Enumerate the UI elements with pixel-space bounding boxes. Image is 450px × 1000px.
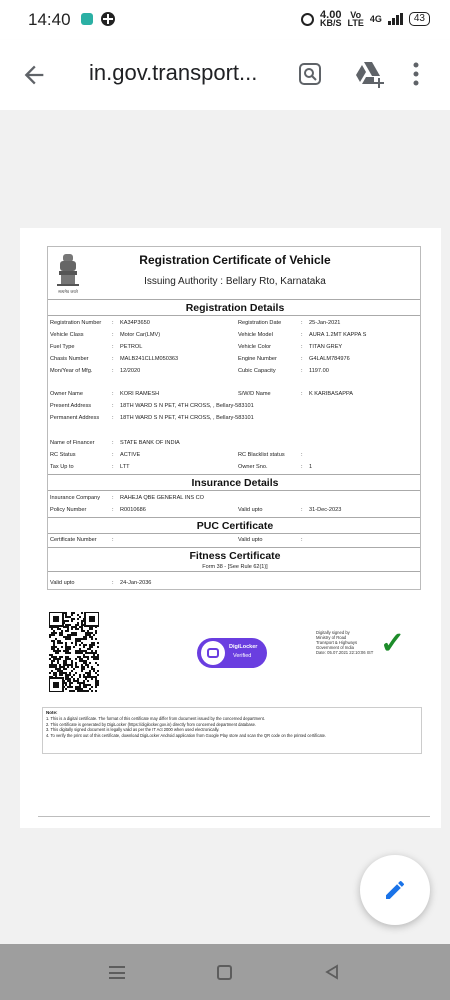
reg-value: MALB241CLLM050363 (120, 356, 179, 362)
rc-blacklist-label: RC Blacklist status (238, 452, 285, 458)
puc-valid-label: Valid upto (238, 537, 263, 543)
network-type: 4G (369, 14, 382, 24)
more-options-icon[interactable] (413, 62, 419, 86)
recent-apps-icon[interactable] (109, 966, 125, 979)
insurance-valid-label: Valid upto (238, 507, 263, 513)
section-divider (48, 571, 420, 572)
reg-label: Chasis Number (50, 356, 89, 362)
qr-code (49, 612, 99, 692)
certificate-page (20, 228, 441, 828)
financer-label: Name of Financer (50, 440, 95, 446)
signature-text: Digitally signed by Ministry of Road Transport & Highways Government of India Date: 05.07.2021 22:10:06 IST (316, 630, 374, 655)
fitness-subheading: Form 38 - [See Rule 62(1)] (202, 564, 268, 570)
section-divider (48, 315, 420, 316)
add-to-drive-icon[interactable] (355, 60, 385, 88)
insurance-company-label: Insurance Company (50, 495, 101, 501)
status-time: 14:40 (28, 10, 71, 29)
status-bar (0, 0, 450, 40)
fitness-heading: Fitness Certificate (189, 550, 281, 562)
settings-notification-icon (101, 12, 115, 26)
digilocker-icon (201, 641, 225, 665)
section-divider (48, 490, 420, 491)
verified-label: Verified (233, 653, 252, 659)
pencil-icon (383, 878, 407, 902)
permanent-address-label: Permanent Address (50, 415, 100, 421)
notes-box (42, 707, 422, 754)
alarm-icon (301, 13, 314, 26)
puc-cert-label: Certificate Number (50, 537, 97, 543)
digilocker-verified-badge (197, 638, 267, 668)
system-back-icon[interactable] (324, 964, 340, 980)
reg-value: 1197.00 (309, 368, 329, 374)
reg-label: Fuel Type (50, 344, 75, 350)
swd-label: S/W/D Name (238, 391, 271, 397)
note-item: 1. This is a digital certificate. The format of this certificate may differ from document issued by the concerned department. (46, 716, 265, 721)
issuing-authority: Issuing Authority : Bellary Rto, Karnataka (144, 276, 326, 287)
reg-value: AURA 1.2MT KAPPA S (309, 332, 367, 338)
owner-value: KORI RAMESH (120, 391, 160, 397)
verified-checkmark-icon: ✓ (380, 627, 406, 660)
certificate-title: Registration Certificate of Vehicle (139, 253, 331, 267)
section-divider (48, 517, 420, 518)
puc-heading: PUC Certificate (196, 520, 274, 532)
notes-title: Note: (46, 710, 58, 715)
section-divider (48, 533, 420, 534)
reg-value: Motor Car(LMV) (120, 332, 161, 338)
section-divider (48, 547, 420, 548)
page-divider (38, 816, 430, 817)
reg-label: Registration Date (238, 320, 282, 326)
reg-label: Vehicle Color (238, 344, 271, 350)
browser-toolbar (0, 40, 450, 110)
signal-icon (388, 13, 403, 25)
present-address-value: 18TH WARD S N PET, 4TH CROSS, , Bellary-583101 (120, 403, 254, 409)
note-item: 4. To verify the print out of this certificate, download DigiLocker Android application from Google Play store and scan the QR code on the printed certificate. (46, 732, 327, 738)
fitness-valid-label: Valid upto (50, 580, 75, 586)
network-speed: 4.00 KB/S (320, 9, 342, 28)
reg-value: TITAN GREY (309, 344, 343, 350)
reg-label: Mon/Year of Mfg. (50, 368, 93, 374)
insurance-heading: Insurance Details (191, 477, 279, 489)
owner-label: Owner Name (50, 391, 83, 397)
app-notification-icon (81, 13, 93, 25)
policy-label: Policy Number (50, 507, 87, 513)
tax-label: Tax Up to (50, 464, 74, 470)
status-indicators (301, 11, 430, 27)
section-divider (48, 299, 420, 300)
insurance-company-value: RAHEJA QBE GENERAL INS CO (120, 495, 205, 501)
insurance-valid-value: 31-Dec-2023 (309, 507, 342, 513)
financer-value: STATE BANK OF INDIA (120, 440, 180, 446)
swd-value: K KARIBASAPPA (309, 391, 354, 397)
reg-label: Engine Number (238, 356, 277, 362)
volte-indicator: Vo LTE (347, 10, 364, 28)
owner-sno-label: Owner Sno. (238, 464, 268, 470)
document-viewer[interactable] (0, 110, 450, 944)
emblem-caption: सत्यमेव जयते (58, 289, 78, 294)
reg-value: 12/2020 (120, 368, 141, 374)
reg-value: KA34P3650 (120, 320, 150, 326)
reg-value: 25-Jan-2021 (309, 320, 341, 326)
permanent-address-value: 18TH WARD S N PET, 4TH CROSS, , Bellary-583101 (120, 415, 254, 421)
tax-value: LTT (120, 464, 130, 470)
fitness-valid-value: 24-Jan-2036 (120, 580, 152, 586)
reg-value: PETROL (120, 344, 143, 350)
certificate-frame: सत्यमेव जयते Registration Certificate of Vehicle Issuing Authority : Bellary Rto, Karnataka Registration Details Registration Number : KA34P3650 Registration Date : 25-Jan-2021 Vehicle Class : Motor Car(LMV) Vehicle Model : AURA 1.2MT KAPPA S Fuel Type : PETROL Vehicle Color : TITAN GREY Chasis Number : MALB241CLLM050363 Engine Number : G4LALM784976 Mon/Year of Mfg. : 12/2020 Cubic Capacity : 1197.00 Owner Name : KORI RAMESH S/W/D Name : K KARIBASAPPA Present Address : 18TH WARD S N PET, 4TH CROSS, , Bellary-583101 Permanent Address : 18TH WARD S N PET, 4TH CROSS, , Bellary-583101 Name of Financer : STATE BANK OF INDIA RC Status : ACTIVE RC Blacklist status : Tax Up to : LTT Owner Sno. : 1 Insurance Details Insurance Company : RAHEJA QBE GENERAL INS CO Policy Number : R0010686 Valid upto : 31-Dec-2023 PUC Certificate Certificate Number : Valid upto : Fitness Certificate Form 38 - [See Rule 62(1)] Valid upto : 24-Jan-2036 (47, 246, 421, 590)
reg-label: Registration Number (50, 320, 102, 326)
reg-label: Cubic Capacity (238, 368, 276, 374)
rc-status-value: ACTIVE (120, 452, 141, 458)
url-text[interactable]: in.gov.transport... (89, 60, 258, 85)
reg-value: G4LALM784976 (309, 356, 350, 362)
note-item: 2. This certificate is generated by DigiLocker (https://digilocker.gov.in) directly from concerned department database. (46, 721, 257, 727)
digilocker-label: DigiLocker (229, 644, 258, 650)
reg-label: Vehicle Model (238, 332, 273, 338)
lens-search-icon[interactable] (298, 62, 322, 86)
rc-status-label: RC Status (50, 452, 76, 458)
owner-sno-value: 1 (309, 464, 313, 470)
note-item: 3. This digitally signed document is legally valid as per the IT Act 2000 when used electronically. (46, 727, 220, 733)
system-navigation-bar (0, 944, 450, 1000)
battery-icon: 43 (409, 12, 430, 26)
edit-button[interactable] (360, 855, 430, 925)
present-address-label: Present Address (50, 403, 92, 409)
section-divider (48, 474, 420, 475)
reg-label: Vehicle Class (50, 332, 84, 338)
policy-value: R0010686 (120, 507, 146, 513)
digital-signature (316, 627, 406, 680)
registration-details-heading: Registration Details (185, 302, 285, 314)
home-icon[interactable] (217, 965, 232, 980)
back-arrow-icon[interactable] (20, 61, 48, 89)
